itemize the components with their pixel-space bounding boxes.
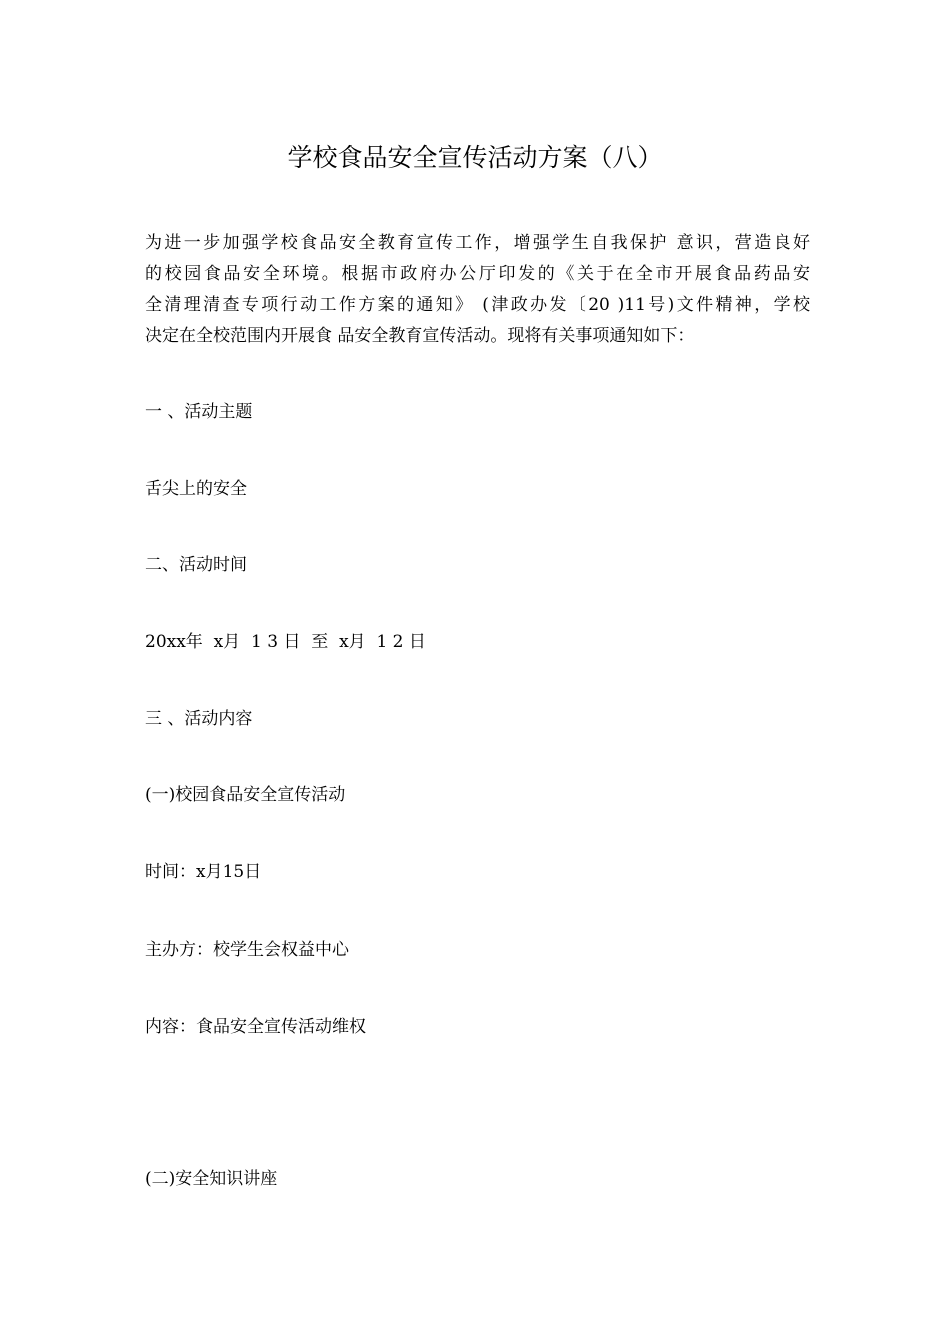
section-heading-content: 三 、活动内容 — [145, 709, 253, 729]
campaign-time: 时间：x月15日 — [145, 862, 262, 882]
campaign-content: 内容：食品安全宣传活动维权 — [145, 1017, 366, 1037]
section-heading-time: 二、活动时间 — [145, 555, 247, 575]
theme-text: 舌尖上的安全 — [145, 479, 247, 499]
document-title: 学校食品安全宣传活动方案（八） — [287, 143, 663, 172]
subsection-campus-campaign: (一)校园食品安全宣传活动 — [145, 785, 346, 805]
time-text: 20xx年 x月 1 3 日 至 x月 1 2 日 — [145, 632, 426, 652]
section-heading-theme: 一 、活动主题 — [145, 402, 253, 422]
intro-line: 全清理清查专项行动工作方案的通知》 (津政办发〔20 )11号)文件精神，学校 — [145, 295, 810, 315]
intro-line: 为进一步加强学校食品安全教育宣传工作，增强学生自我保护 意识，营造良好 — [145, 233, 810, 253]
subsection-safety-lecture: (二)安全知识讲座 — [145, 1169, 278, 1189]
intro-line: 的校园食品安全环境。根据市政府办公厅印发的《关于在全市开展食品药品安 — [145, 264, 810, 284]
intro-line: 决定在全校范围内开展食 品安全教育宣传活动。现将有关事项通知如下： — [145, 326, 695, 346]
campaign-organizer: 主办方：校学生会权益中心 — [145, 940, 349, 960]
intro-paragraph — [145, 228, 810, 352]
